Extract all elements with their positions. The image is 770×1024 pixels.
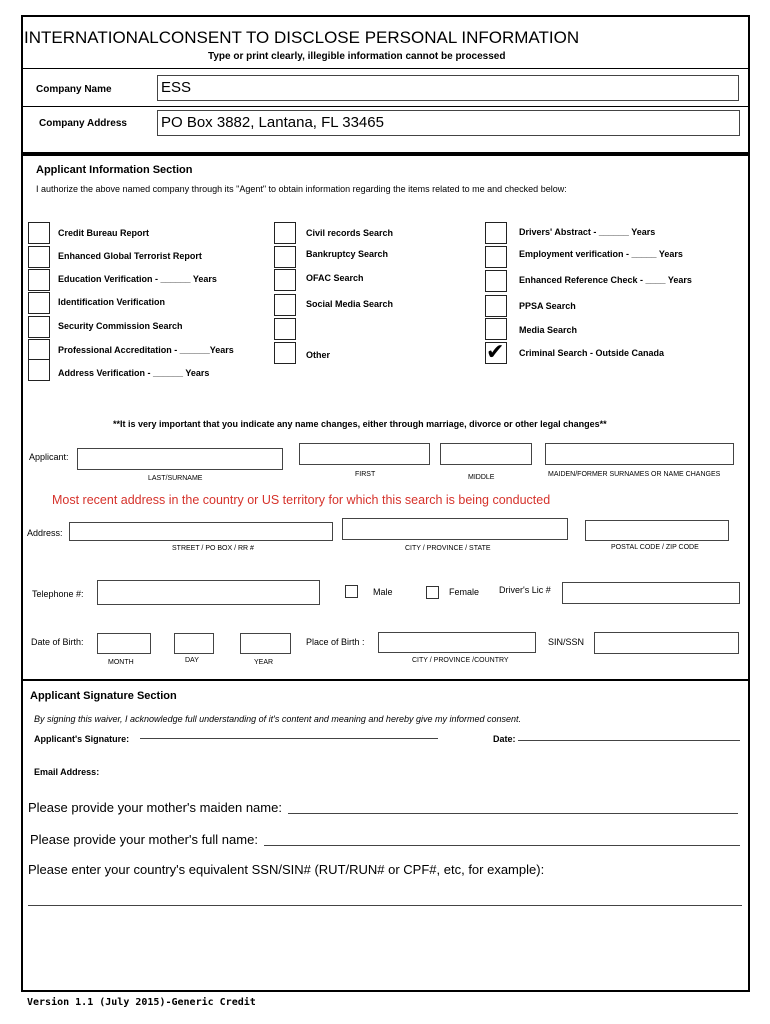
professional-accreditation-checkbox[interactable] [28,339,50,361]
male-checkbox[interactable] [345,585,358,598]
col2-label: Civil records Search [306,228,394,238]
drivers-abstract-checkbox[interactable] [485,222,507,244]
name-change-note: **It is very important that you indicate any name changes, either through marriage, divorce or other legal changes** [113,419,607,429]
street-field[interactable] [69,522,333,541]
col3-label: Media Search [519,325,578,335]
col1-label: Security Commission Search [58,321,183,331]
day-sublabel: DAY [185,657,199,664]
pob-sublabel: CITY / PROVINCE /COUNTRY [412,657,509,664]
date-label: Date: [493,734,516,744]
telephone-label: Telephone #: [32,589,84,599]
postal-field[interactable] [585,520,729,541]
col2-label: OFAC Search [306,273,364,283]
city-field[interactable] [342,518,568,540]
email-label: Email Address: [34,767,100,777]
page-title: INTERNATIONALCONSENT TO DISCLOSE PERSONAL INFORMATION [24,28,580,47]
male-label: Male [373,587,393,597]
ofac-checkbox[interactable] [274,269,296,291]
sin-field[interactable] [594,632,739,654]
address-verification-checkbox[interactable] [28,359,50,381]
signature-label: Applicant's Signature: [34,734,130,744]
pob-field[interactable] [378,632,536,653]
enhanced-reference-checkbox[interactable] [485,270,507,292]
col3-label: Drivers' Abstract - ______ Years [519,227,656,237]
telephone-field[interactable] [97,580,320,605]
col2-label: Social Media Search [306,299,394,309]
dob-label: Date of Birth: [31,637,84,647]
ppsa-checkbox[interactable] [485,295,507,317]
col1-label: Enhanced Global Terrorist Report [58,251,202,261]
month-sublabel: MONTH [108,659,134,666]
postal-sublabel: POSTAL CODE / ZIP CODE [611,544,699,551]
company-name-value: ESS [161,79,192,96]
drivers-lic-label: Driver's Lic # [499,585,551,595]
female-label: Female [449,587,480,597]
sin-label: SIN/SSN [548,637,585,647]
mother-maiden-label: Please provide your mother's maiden name: [28,800,282,815]
first-name-sublabel: FIRST [355,471,376,478]
drivers-lic-field[interactable] [562,582,740,604]
signature-heading: Applicant Signature Section [30,690,177,702]
col3-label: Employment verification - _____ Years [519,249,683,259]
authorize-text: I authorize the above named company through its "Agent" to obtain information regarding the items related to me and checked below: [36,184,567,194]
female-checkbox[interactable] [426,586,439,599]
street-sublabel: STREET / PO BOX / RR # [172,545,254,552]
other-checkbox[interactable] [274,342,296,364]
year-sublabel: YEAR [254,659,274,666]
identification-checkbox[interactable] [28,292,50,314]
signature-divider [21,679,750,681]
education-checkbox[interactable] [28,269,50,291]
media-search-checkbox[interactable] [485,318,507,340]
security-commission-checkbox[interactable] [28,316,50,338]
ssn-equiv-line[interactable] [28,905,742,906]
company-divider-2 [21,106,750,107]
civil-records-checkbox[interactable] [274,222,296,244]
signature-line[interactable] [140,738,438,739]
maiden-name-field[interactable] [545,443,734,465]
applicant-label: Applicant: [29,452,69,462]
last-name-field[interactable] [77,448,283,470]
city-sublabel: CITY / PROVINCE / STATE [405,545,491,552]
company-address-field[interactable] [157,110,740,136]
col3-label: Criminal Search - Outside Canada [519,348,665,358]
global-terrorist-checkbox[interactable] [28,246,50,268]
company-name-field[interactable] [157,75,739,101]
consent-text: By signing this waiver, I acknowledge full understanding of it's content and meaning and hereby give my informed consent. [34,714,522,724]
mother-full-line[interactable] [264,845,740,846]
company-address-value: PO Box 3882, Lantana, FL 33465 [161,114,384,131]
dob-day-field[interactable] [174,633,214,654]
pob-label: Place of Birth : [306,637,365,647]
applicant-info-heading: Applicant Information Section [36,164,193,176]
mother-full-label: Please provide your mother's full name: [30,832,258,847]
col3-label: Enhanced Reference Check - ____ Years [519,275,692,285]
company-address-label: Company Address [39,118,127,129]
col3-label: PPSA Search [519,301,576,311]
criminal-search-checkbox[interactable] [485,342,507,364]
middle-name-sublabel: MIDDLE [468,474,495,481]
company-name-label: Company Name [36,84,112,95]
employment-checkbox[interactable] [485,246,507,268]
col2-label: Other [306,350,331,360]
maiden-name-sublabel: MAIDEN/FORMER SURNAMES OR NAME CHANGES [548,471,721,478]
checkmark-icon: ✔ [486,340,505,365]
middle-name-field[interactable] [440,443,532,465]
col2-label: Bankruptcy Search [306,249,389,259]
dob-year-field[interactable] [240,633,291,654]
company-divider [21,68,750,69]
col1-label: Address Verification - ______ Years [58,368,210,378]
ssn-equiv-label: Please enter your country's equivalent SSN/SIN# (RUT/RUN# or CPF#, etc, for example): [28,862,545,877]
bankruptcy-checkbox[interactable] [274,246,296,268]
blank-checkbox[interactable] [274,318,296,340]
dob-month-field[interactable] [97,633,151,654]
version-footer: Version 1.1 (July 2015)-Generic Credit [27,997,256,1008]
mother-maiden-line[interactable] [288,813,738,814]
col1-label: Education Verification - ______ Years [58,274,217,284]
col1-label: Credit Bureau Report [58,228,150,238]
date-line[interactable] [518,740,740,741]
address-note: Most recent address in the country or US territory for which this search is being conducted [52,493,551,507]
credit-bureau-checkbox[interactable] [28,222,50,244]
col1-label: Identification Verification [58,297,166,307]
address-label: Address: [27,528,63,538]
last-name-sublabel: LAST/SURNAME [148,475,203,482]
page-subtitle: Type or print clearly, illegible information cannot be processed [208,51,506,62]
social-media-checkbox[interactable] [274,294,296,316]
col1-label: Professional Accreditation - ______Years [58,345,234,355]
first-name-field[interactable] [299,443,430,465]
